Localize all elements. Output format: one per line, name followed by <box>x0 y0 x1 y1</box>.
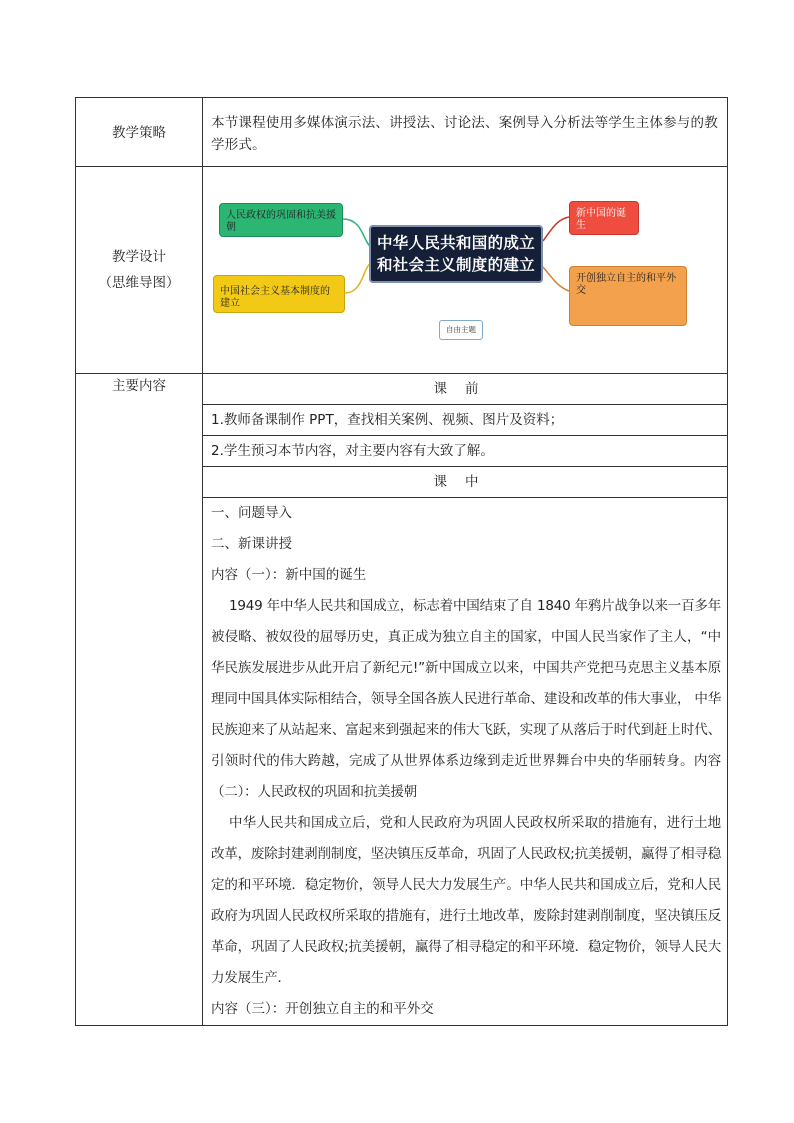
connector-green <box>343 219 371 247</box>
pre-class-heading: 课前 <box>203 374 727 405</box>
content-1-title: 内容（一）：新中国的诞生 <box>211 567 367 583</box>
design-label: 教学设计 <box>112 249 166 265</box>
mindmap-node-free: 自由主题 <box>439 320 483 340</box>
strategy-content-cell <box>203 98 728 167</box>
main-row <box>76 374 728 1026</box>
mindmap-node-green: 人民政权的巩固和抗美援朝 <box>219 203 343 237</box>
center-line-2: 和社会主义制度的建立 <box>376 256 535 274</box>
pre-item-2: 2.学生预习本节内容，对主要内容有大致了解。 <box>203 436 727 467</box>
mindmap-node-orange: 开创独立自主的和平外交 <box>569 266 687 326</box>
design-row <box>76 167 728 374</box>
main-content-cell <box>203 374 728 1026</box>
content-3-title: 内容（三）：开创独立自主的和平外交 <box>211 1001 434 1017</box>
mindmap-node-yellow: 中国社会主义基本制度的建立 <box>213 275 345 313</box>
mid-class-heading: 课中 <box>203 467 727 498</box>
connector-red <box>543 217 569 241</box>
strategy-row <box>76 98 728 167</box>
mindmap-node-red: 新中国的诞生 <box>569 201 639 235</box>
center-line-1: 中华人民共和国的成立 <box>376 234 535 252</box>
lesson-plan-table <box>75 97 728 1026</box>
design-label-cell <box>76 167 203 374</box>
main-label: 主要内容 <box>112 378 166 394</box>
mindmap-cell <box>203 167 728 374</box>
strategy-text: 本节课程使用多媒体演示法、讲授法、讨论法、案例导入分析法等学生主体参与的教学形式。 <box>211 115 718 153</box>
pre-item-1: 1.教师备课制作 PPT，查找相关案例、视频、图片及资料； <box>203 405 727 436</box>
design-label-sub: （思维导图） <box>98 275 180 291</box>
mid-class-body <box>203 498 727 1025</box>
strategy-label: 教学策略 <box>112 125 166 141</box>
main-label-cell <box>76 374 203 1026</box>
section-1: 一、问题导入 <box>211 505 292 521</box>
paragraph-1: 1949 年中华人民共和国成立，标志着中国结束了自 1840 年鸦片战争以来一百多年被侵略、被奴役的屈辱历史，真正成为独立自主的国家，中国人民当家作了主人，“中华民族发展进步从此开启了新纪元!”新中国成立以来，中国共产党把马克思主义基本原理同中国具体实际相结合，领导全国各族人民进行革命、建设和改革的伟大事业， 中华民族迎来了从站起来、富起来到强起来的伟大飞跃，实现了从落后于时代到赶上时代、引领时代的伟大跨越，完成了从世界体系边缘到走近世界舞台中央的华丽转身。内容（二）：人民政权的巩固和抗美援朝 <box>211 598 721 800</box>
strategy-label-cell <box>76 98 203 167</box>
connector-yellow <box>345 263 371 293</box>
mindmap <box>203 167 728 373</box>
section-2: 二、新课讲授 <box>211 536 292 552</box>
paragraph-2: 中华人民共和国成立后，党和人民政府为巩固人民政权所采取的措施有，进行土地改革，废除封建剥削制度，坚决镇压反革命，巩固了人民政权;抗美援朝，赢得了相寻稳定的和平环境．稳定物价，领导人民大力发展生产。中华人民共和国成立后，党和人民政府为巩固人民政权所采取的措施有，进行土地改革，废除封建剥削制度，坚决镇压反革命，巩固了人民政权;抗美援朝，赢得了相寻稳定的和平环境．稳定物价，领导人民大力发展生产． <box>211 815 721 986</box>
mindmap-center-node <box>369 225 543 283</box>
connector-orange <box>543 267 569 291</box>
